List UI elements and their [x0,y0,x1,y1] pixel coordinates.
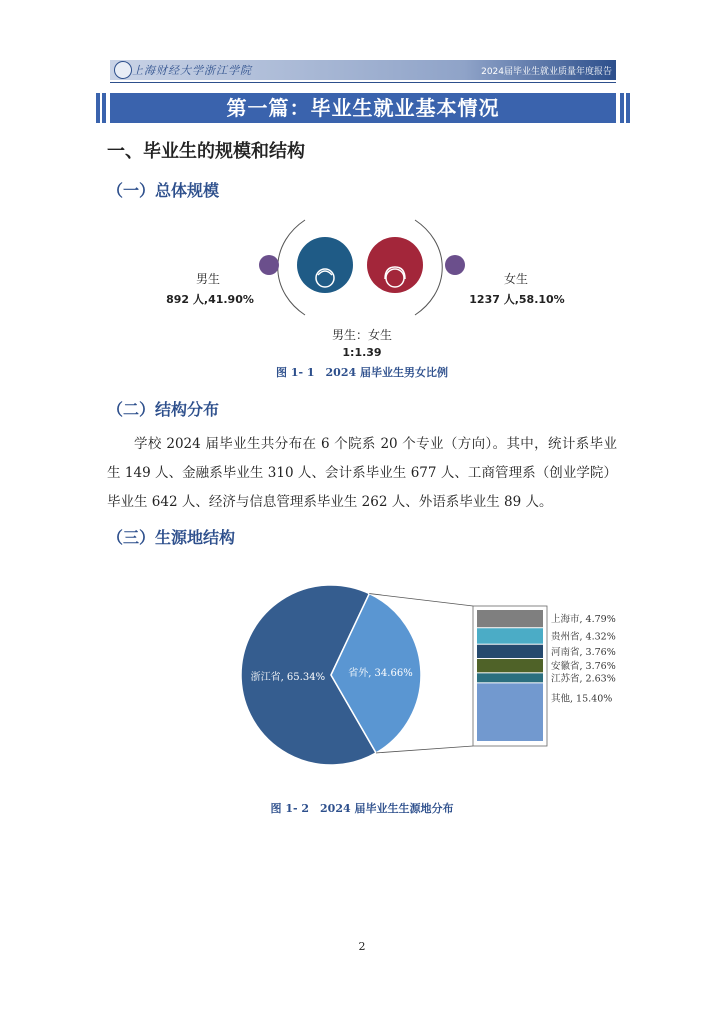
header-divider [110,82,616,83]
bar-segment [477,628,543,643]
gender-ratio-figure [180,205,540,325]
bar-segment [477,659,543,672]
structure-paragraph: 学校 2024 届毕业生共分布在 6 个院系 20 个专业（方向）。其中，统计系毕业生 149 人、金融系毕业生 310 人、会计系毕业生 677 人、工商管理系（创业学院）毕业生 642 人、经济与信息管理系毕业生 262 人、外语系毕业生 89 人。 [107,436,617,510]
bar-segment-label: 贵州省, 4.32% [551,631,616,643]
origin-pie-chart [240,580,616,770]
chapter-title: 第一篇：毕业生就业基本情况 [226,96,500,120]
left-dot [259,255,279,275]
figure-caption-gender: 图 1- 1 2024 届毕业生男女比例 [276,366,448,379]
bar-segment-label: 江苏省, 2.63% [551,673,616,685]
ratio-label: 男生：女生 [331,328,392,342]
bar-segment-label: 安徽省, 3.76% [551,661,616,673]
bar-segment [477,673,543,682]
bar-segment-label: 其他, 15.40% [551,693,613,705]
banner-stripe [620,93,624,123]
pie-label: 省外, 34.66% [348,667,413,679]
banner-stripe [626,93,630,123]
female-value: 1237 人,58.10% [469,293,565,306]
banner-stripe [96,93,100,123]
bar-segment [477,645,543,658]
ratio-value: 1:1.39 [342,346,382,359]
connector-line-bottom [376,746,473,753]
page-number: 2 [358,940,366,953]
subsection-heading-origin: （三）生源地结构 [107,528,236,547]
banner-stripe [102,93,106,123]
male-value: 892 人,41.90% [166,293,254,306]
school-name: 上海财经大学浙江学院 [132,64,252,77]
pie-label: 浙江省, 65.34% [250,671,326,683]
male-label: 男生 [195,272,220,286]
bar-segment-label: 河南省, 3.76% [551,646,616,658]
school-logo-icon [114,61,132,79]
subsection-heading-scale: （一）总体规模 [107,181,220,200]
section-heading: 一、毕业生的规模和结构 [107,141,305,162]
bar-segment [477,610,543,627]
bar-segment [477,683,543,741]
right-dot [445,255,465,275]
female-label: 女生 [503,272,528,286]
bar-segment-label: 上海市, 4.79% [551,614,616,626]
male-circle [297,237,353,293]
subsection-heading-structure: （二）结构分布 [107,400,220,419]
report-title: 2024届毕业生就业质量年度报告 [481,67,612,77]
female-circle [367,237,423,293]
figure-caption-origin: 图 1- 2 2024 届毕业生生源地分布 [270,802,454,815]
